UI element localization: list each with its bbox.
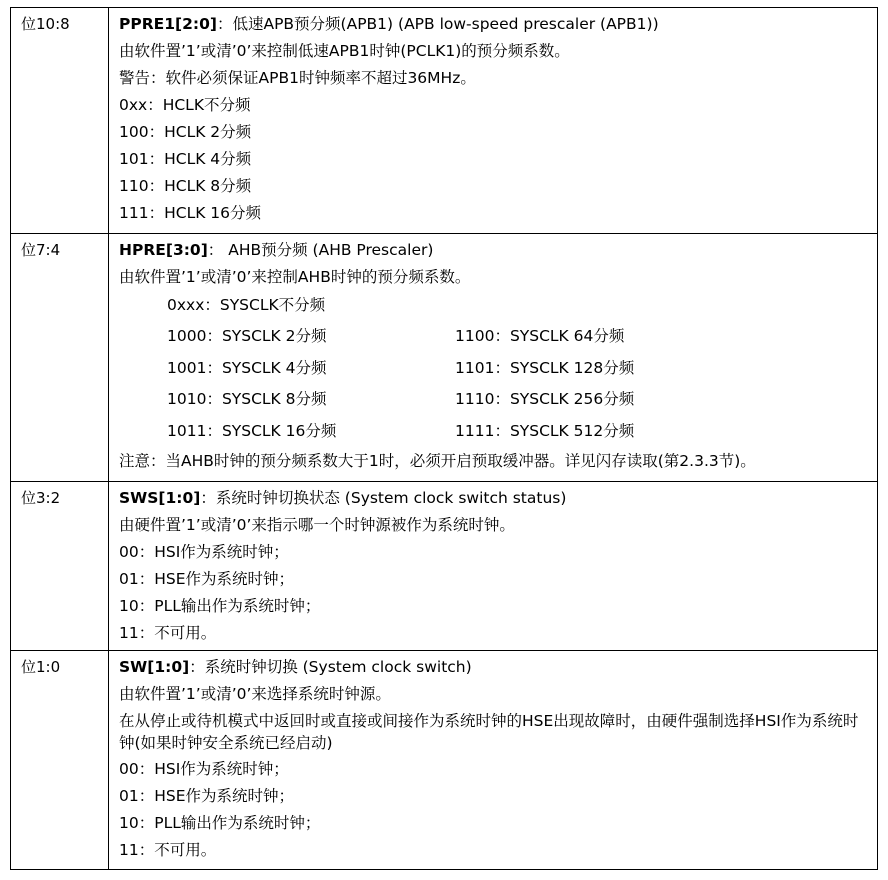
table-row — [11, 651, 878, 870]
description-line: 00：HSI作为系统时钟； — [119, 760, 289, 778]
description-line: 10：PLL输出作为系统时钟； — [119, 597, 321, 615]
prescaler-option: 1111：SYSCLK 512分频 — [455, 421, 635, 440]
bit-description — [109, 234, 878, 482]
description-line: 由硬件置’1’或清’0’来指示哪一个时钟源被作为系统时钟。 — [119, 516, 515, 534]
prescaler-option: 1000：SYSCLK 2分频 — [167, 327, 327, 345]
field-title-text: ： AHB预分频 (AHB Prescaler) — [207, 241, 434, 259]
table-row — [11, 8, 878, 234]
field-title — [119, 239, 877, 266]
table-row — [11, 482, 878, 651]
field-name: PPRE1[2:0] — [119, 15, 217, 33]
bit-range: 位10:8 — [11, 8, 109, 234]
register-bit-table — [10, 7, 878, 870]
description-line: 01：HSE作为系统时钟； — [119, 787, 295, 805]
bit-range: 位1:0 — [11, 651, 109, 870]
prescaler-grid-row — [119, 324, 877, 356]
description-paragraph: 在从停止或待机模式中返回时或直接或间接作为系统时钟的HSE出现故障时，由硬件强制选择HSI作为系统时钟(如果时钟安全系统已经启动) — [119, 712, 859, 752]
field-title — [119, 656, 877, 683]
bit-range: 位3:2 — [11, 482, 109, 651]
prescaler-option: 1011：SYSCLK 16分频 — [167, 421, 337, 440]
prescaler-option: 1100：SYSCLK 64分频 — [455, 327, 625, 345]
description-line: 101：HCLK 4分频 — [119, 150, 252, 168]
description-line: 由软件置’1’或清’0’来选择系统时钟源。 — [119, 685, 391, 703]
prescaler-grid-row — [119, 419, 877, 451]
field-name: SWS[1:0] — [119, 489, 201, 507]
description-line: 10：PLL输出作为系统时钟； — [119, 814, 321, 832]
bit-description — [109, 651, 878, 870]
bit-description — [109, 8, 878, 234]
field-title-text: ：低速APB预分频(APB1) (APB low-speed prescaler (APB1)) — [216, 15, 659, 33]
field-name: SW[1:0] — [119, 658, 190, 676]
bit-description — [109, 482, 878, 651]
description-line: 警告：软件必须保证APB1时钟频率不超过36MHz。 — [119, 69, 476, 87]
prescaler-option: 1101：SYSCLK 128分频 — [455, 358, 635, 377]
field-title-text: ：系统时钟切换状态 (System clock switch status) — [200, 489, 567, 507]
description-line: 0xx：HCLK不分频 — [119, 96, 251, 114]
field-title-text: ：系统时钟切换 (System clock switch) — [189, 658, 472, 676]
prescaler-option: 1001：SYSCLK 4分频 — [167, 358, 327, 377]
field-title — [119, 487, 877, 514]
note-line: 注意：当AHB时钟的预分频系数大于1时，必须开启预取缓冲器。详见闪存读取(第2.3.3节)。 — [119, 452, 756, 470]
description-line: 100：HCLK 2分频 — [119, 123, 252, 141]
description-line: 110：HCLK 8分频 — [119, 177, 252, 195]
description-line: 由软件置’1’或清’0’来控制低速APB1时钟(PCLK1)的预分频系数。 — [119, 42, 570, 60]
prescaler-grid-row — [119, 387, 877, 419]
field-name: HPRE[3:0] — [119, 241, 208, 259]
description-line: 111：HCLK 16分频 — [119, 204, 262, 222]
prescaler-option: 1010：SYSCLK 8分频 — [167, 390, 327, 408]
prescaler-option: 0xxx：SYSCLK不分频 — [167, 296, 326, 314]
description-line: 01：HSE作为系统时钟； — [119, 570, 295, 588]
bit-range: 位7:4 — [11, 234, 109, 482]
field-title — [119, 13, 877, 40]
prescaler-option: 1110：SYSCLK 256分频 — [455, 390, 635, 408]
description-line: 由软件置’1’或清’0’来控制AHB时钟的预分频系数。 — [119, 268, 471, 286]
description-line: 11：不可用。 — [119, 841, 217, 859]
table-row — [11, 234, 878, 482]
prescaler-grid-row — [119, 356, 877, 388]
description-line: 00：HSI作为系统时钟； — [119, 543, 289, 561]
description-line: 11：不可用。 — [119, 624, 217, 642]
